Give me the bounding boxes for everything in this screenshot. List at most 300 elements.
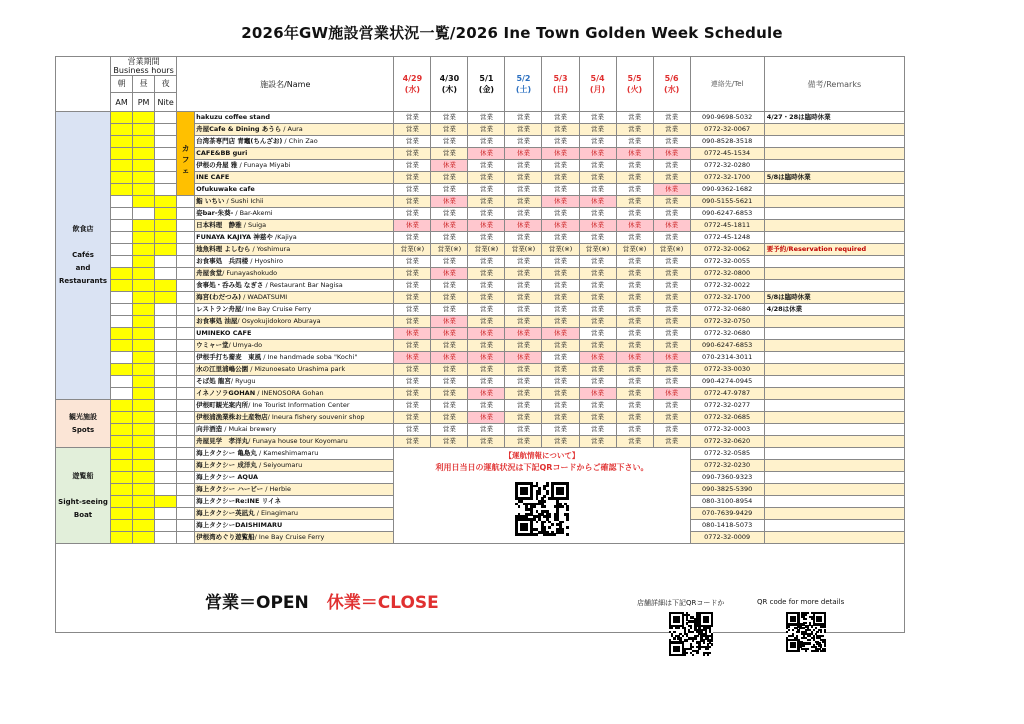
remarks-cell (764, 220, 904, 232)
tel-cell: 0772-32-0067 (690, 124, 764, 136)
status-cell: 営業 (468, 232, 505, 244)
status-cell: 休業 (579, 196, 616, 208)
status-cell: 営業 (542, 436, 579, 448)
status-cell: 営業 (431, 208, 468, 220)
pm-hours-cell (133, 520, 155, 532)
category-spots: 観光施設 Spots (56, 400, 111, 448)
am-hours-cell (111, 196, 133, 208)
nite-hours-cell (155, 124, 177, 136)
boat-status-qr-icon[interactable] (515, 482, 569, 536)
nite-hours-cell (155, 436, 177, 448)
tel-cell: 090-7360-9323 (690, 472, 764, 484)
status-cell: 営業 (468, 364, 505, 376)
pm-hours-cell (133, 352, 155, 364)
status-cell: 営業 (394, 208, 431, 220)
spacer-cell (177, 196, 195, 208)
tel-cell: 0772-33-0030 (690, 364, 764, 376)
am-hours-cell (111, 160, 133, 172)
am-hours-cell (111, 268, 133, 280)
facility-name: そば処 龍宮/ Ryugu (195, 376, 394, 388)
pm-hours-cell (133, 136, 155, 148)
tel-cell: 0772-32-0230 (690, 460, 764, 472)
store-details-qr-icon[interactable] (669, 612, 713, 656)
status-cell: 営業 (653, 256, 690, 268)
pm-hours-cell (133, 232, 155, 244)
am-hours-cell (111, 508, 133, 520)
facility-name: 地魚料理 よしむら / Yoshimura (195, 244, 394, 256)
status-cell: 営業 (394, 412, 431, 424)
status-cell: 営業 (505, 196, 542, 208)
date-header-6: 5/5 (火) (616, 57, 653, 112)
status-cell: 休業 (468, 220, 505, 232)
name-header: 施設名/Name (177, 57, 394, 112)
status-cell: 休業 (431, 268, 468, 280)
status-cell: 営業 (505, 268, 542, 280)
status-cell: 営業 (505, 112, 542, 124)
status-cell: 営業 (542, 280, 579, 292)
tel-header: 連絡先/Tel (690, 57, 764, 112)
facility-name: 海上タクシー AQUA (195, 472, 394, 484)
remarks-cell (764, 376, 904, 388)
status-cell: 営業 (579, 208, 616, 220)
nite-hours-cell (155, 532, 177, 544)
nite-hours-cell (155, 292, 177, 304)
nite-hours-cell (155, 244, 177, 256)
status-cell: 営業 (616, 208, 653, 220)
am-hours-cell (111, 304, 133, 316)
status-cell: 営業 (468, 124, 505, 136)
spacer-cell (177, 364, 195, 376)
status-cell: 営業 (394, 340, 431, 352)
facility-name: 海上タクシーDAISHIMARU (195, 520, 394, 532)
status-cell: 営業(※) (616, 244, 653, 256)
pm-header-jp: 昼 (133, 76, 155, 93)
facility-row (56, 268, 905, 280)
status-cell: 休業 (542, 196, 579, 208)
remarks-cell (764, 460, 904, 472)
business-hours-header: 営業期間 Business hours (111, 57, 177, 76)
am-hours-cell (111, 412, 133, 424)
status-cell: 営業 (394, 160, 431, 172)
tel-cell: 0772-32-0009 (690, 532, 764, 544)
status-cell: 営業 (579, 364, 616, 376)
status-cell: 営業 (468, 172, 505, 184)
status-cell: 営業 (394, 400, 431, 412)
status-cell: 営業 (616, 316, 653, 328)
remarks-cell: 5/8は臨時休業 (764, 292, 904, 304)
status-cell: 営業 (542, 376, 579, 388)
remarks-cell (764, 208, 904, 220)
pm-hours-cell (133, 160, 155, 172)
spacer-cell (177, 316, 195, 328)
status-cell: 営業 (653, 328, 690, 340)
remarks-cell (764, 508, 904, 520)
status-cell: 営業 (579, 376, 616, 388)
status-cell: 休業 (431, 352, 468, 364)
tel-cell: 0772-32-0022 (690, 280, 764, 292)
status-cell: 営業 (579, 400, 616, 412)
status-cell: 休業 (579, 220, 616, 232)
status-cell: 休業 (653, 184, 690, 196)
tel-cell: 090-3825-5390 (690, 484, 764, 496)
status-cell: 営業 (579, 412, 616, 424)
remarks-cell (764, 196, 904, 208)
tel-cell: 090-9698-5032 (690, 112, 764, 124)
status-cell: 休業 (505, 328, 542, 340)
pm-hours-cell (133, 304, 155, 316)
facility-row (56, 196, 905, 208)
tel-cell: 090-9362-1682 (690, 184, 764, 196)
spacer-cell (177, 448, 195, 460)
status-cell: 営業 (394, 112, 431, 124)
nite-hours-cell (155, 160, 177, 172)
remarks-cell: 5/8は臨時休業 (764, 172, 904, 184)
spacer-cell (177, 436, 195, 448)
status-cell: 営業 (468, 304, 505, 316)
status-cell: 営業 (542, 268, 579, 280)
status-cell: 営業 (431, 364, 468, 376)
status-cell: 営業 (616, 400, 653, 412)
facility-name: 水の江里浦嶋公園 / Mizunoesato Urashima park (195, 364, 394, 376)
category-boats: 遊覧船 Sight-seeing Boat (56, 448, 111, 544)
am-hours-cell (111, 232, 133, 244)
status-cell: 営業 (653, 280, 690, 292)
pm-hours-cell (133, 460, 155, 472)
status-cell: 営業 (505, 436, 542, 448)
facility-name: 伊根の舟屋 雅 / Funaya Miyabi (195, 160, 394, 172)
pm-hours-cell (133, 340, 155, 352)
nite-hours-cell (155, 136, 177, 148)
category-restaurants: 飲食店 Cafés and Restaurants (56, 112, 111, 400)
status-cell: 営業 (616, 112, 653, 124)
status-cell: 営業 (542, 160, 579, 172)
status-cell: 営業 (394, 172, 431, 184)
am-hours-cell (111, 220, 133, 232)
nite-hours-cell (155, 424, 177, 436)
status-cell: 休業 (616, 148, 653, 160)
pm-hours-cell (133, 172, 155, 184)
status-cell: 営業 (653, 316, 690, 328)
status-cell: 営業 (542, 256, 579, 268)
pm-hours-cell (133, 256, 155, 268)
status-cell: 営業 (505, 412, 542, 424)
facility-name: 伊根湾めぐり遊覧船/ Ine Bay Cruise Ferry (195, 532, 394, 544)
status-cell: 営業 (653, 112, 690, 124)
status-cell: 営業 (542, 388, 579, 400)
spacer-cell (177, 424, 195, 436)
remarks-cell (764, 400, 904, 412)
more-details-qr-icon[interactable] (786, 612, 826, 652)
status-cell: 営業 (579, 184, 616, 196)
facility-row (56, 376, 905, 388)
status-cell: 営業 (431, 136, 468, 148)
facility-row (56, 352, 905, 364)
am-hours-cell (111, 256, 133, 268)
status-cell: 営業(※) (431, 244, 468, 256)
nite-hours-cell (155, 208, 177, 220)
status-cell: 営業 (616, 388, 653, 400)
am-hours-cell (111, 364, 133, 376)
status-cell: 営業 (653, 232, 690, 244)
facility-name: レストラン舟屋/ Ine Bay Cruise Ferry (195, 304, 394, 316)
am-hours-cell (111, 244, 133, 256)
status-cell: 営業 (394, 364, 431, 376)
spacer-cell (177, 256, 195, 268)
status-cell: 営業 (653, 424, 690, 436)
pm-hours-cell (133, 184, 155, 196)
remarks-cell (764, 340, 904, 352)
pm-hours-cell (133, 376, 155, 388)
status-cell: 営業 (505, 136, 542, 148)
facility-name: 食事処・呑み処 なぎさ / Restaurant Bar Nagisa (195, 280, 394, 292)
spacer-cell (177, 244, 195, 256)
status-cell: 営業 (616, 232, 653, 244)
status-cell: 営業 (542, 316, 579, 328)
status-cell: 休業 (468, 388, 505, 400)
status-cell: 営業 (431, 148, 468, 160)
remarks-cell (764, 184, 904, 196)
facility-row (56, 424, 905, 436)
schedule-table (55, 56, 905, 633)
nite-header-en: Nite (155, 93, 177, 112)
am-hours-cell (111, 124, 133, 136)
status-cell: 営業 (579, 172, 616, 184)
status-cell: 営業 (616, 256, 653, 268)
status-cell: 休業 (616, 220, 653, 232)
spacer-cell (177, 532, 195, 544)
status-cell: 営業(※) (468, 244, 505, 256)
status-cell: 営業 (431, 400, 468, 412)
spacer-cell (177, 520, 195, 532)
status-cell: 営業 (579, 160, 616, 172)
status-cell: 営業 (542, 304, 579, 316)
nite-hours-cell (155, 388, 177, 400)
tel-cell: 0772-32-0680 (690, 328, 764, 340)
nite-hours-cell (155, 304, 177, 316)
nite-hours-cell (155, 148, 177, 160)
am-hours-cell (111, 388, 133, 400)
spacer-cell (177, 220, 195, 232)
am-hours-cell (111, 316, 133, 328)
status-cell: 営業 (468, 184, 505, 196)
am-hours-cell (111, 112, 133, 124)
spacer-cell (177, 304, 195, 316)
facility-row (56, 328, 905, 340)
nite-hours-cell (155, 112, 177, 124)
tel-cell: 0772-32-0062 (690, 244, 764, 256)
facility-row (56, 340, 905, 352)
status-cell: 営業 (653, 268, 690, 280)
status-cell: 営業 (653, 292, 690, 304)
status-cell: 営業 (579, 268, 616, 280)
tel-cell: 0772-32-1700 (690, 292, 764, 304)
tel-cell: 080-3100-8954 (690, 496, 764, 508)
nite-hours-cell (155, 340, 177, 352)
am-hours-cell (111, 148, 133, 160)
page-title: 2026年GW施設営業状況一覧/2026 Ine Town Golden Week Schedule (241, 24, 783, 42)
status-cell: 営業 (505, 124, 542, 136)
corner-cell (56, 57, 111, 112)
status-cell: 営業 (505, 388, 542, 400)
pm-hours-cell (133, 472, 155, 484)
status-cell: 営業 (468, 340, 505, 352)
remarks-cell (764, 436, 904, 448)
status-cell: 営業 (505, 160, 542, 172)
am-hours-cell (111, 184, 133, 196)
status-cell: 営業 (505, 232, 542, 244)
status-cell: 営業 (579, 424, 616, 436)
status-cell: 営業 (616, 436, 653, 448)
status-cell: 休業 (431, 328, 468, 340)
pm-hours-cell (133, 388, 155, 400)
status-cell: 営業 (616, 172, 653, 184)
facility-row (56, 280, 905, 292)
status-cell: 休業 (431, 196, 468, 208)
spacer-cell (177, 376, 195, 388)
status-cell: 営業 (394, 136, 431, 148)
status-cell: 営業 (542, 136, 579, 148)
facility-name: 海上タクシー 成洋丸 / Seiyoumaru (195, 460, 394, 472)
status-cell: 営業 (431, 292, 468, 304)
status-cell: 営業 (653, 436, 690, 448)
status-cell: 休業 (542, 220, 579, 232)
status-cell: 営業 (468, 160, 505, 172)
status-cell: 営業 (579, 316, 616, 328)
facility-name: 舟屋食堂/ Funayashokudo (195, 268, 394, 280)
status-cell: 休業 (394, 352, 431, 364)
status-cell: 営業 (579, 232, 616, 244)
status-cell: 営業 (616, 136, 653, 148)
status-cell: 休業 (616, 352, 653, 364)
status-cell: 営業 (653, 376, 690, 388)
status-cell: 営業 (468, 292, 505, 304)
store-details-note: 店舗詳細は下記QRコードか (637, 599, 725, 607)
tel-cell: 0772-32-0280 (690, 160, 764, 172)
pm-hours-cell (133, 424, 155, 436)
facility-row (56, 304, 905, 316)
spacer-cell (177, 484, 195, 496)
status-cell: 営業 (616, 268, 653, 280)
nite-hours-cell (155, 172, 177, 184)
status-cell: 休業 (542, 328, 579, 340)
status-cell: 営業 (542, 400, 579, 412)
am-hours-cell (111, 340, 133, 352)
status-cell: 営業 (468, 436, 505, 448)
remarks-cell (764, 136, 904, 148)
am-hours-cell (111, 280, 133, 292)
am-header-en: AM (111, 93, 133, 112)
status-cell: 営業 (394, 304, 431, 316)
status-cell: 営業 (505, 376, 542, 388)
remarks-cell (764, 256, 904, 268)
am-hours-cell (111, 436, 133, 448)
spacer-cell (177, 460, 195, 472)
status-cell: 営業 (394, 316, 431, 328)
pm-hours-cell (133, 448, 155, 460)
status-cell: 営業 (616, 328, 653, 340)
status-cell: 営業 (394, 292, 431, 304)
spacer-cell (177, 496, 195, 508)
status-cell: 営業 (431, 112, 468, 124)
status-cell: 営業 (431, 184, 468, 196)
tel-cell: 0772-32-1700 (690, 172, 764, 184)
legend-open: 営業＝OPEN (205, 593, 309, 613)
am-hours-cell (111, 460, 133, 472)
status-cell: 営業 (468, 112, 505, 124)
status-cell: 営業 (431, 304, 468, 316)
status-cell: 営業 (579, 136, 616, 148)
facility-name: お食事処 兵四楼 / Hyoshiro (195, 256, 394, 268)
facility-name: 海上タクシー ハービー / Herbie (195, 484, 394, 496)
remarks-cell (764, 352, 904, 364)
status-cell: 営業 (653, 364, 690, 376)
pm-hours-cell (133, 484, 155, 496)
status-cell: 営業 (468, 256, 505, 268)
footer-cell (56, 544, 905, 633)
facility-row (56, 436, 905, 448)
status-cell: 休業 (505, 220, 542, 232)
spacer-cell (177, 280, 195, 292)
status-cell: 営業 (505, 304, 542, 316)
pm-hours-cell (133, 400, 155, 412)
status-cell: 営業 (653, 136, 690, 148)
am-hours-cell (111, 328, 133, 340)
status-cell: 営業 (579, 292, 616, 304)
tel-cell: 0772-45-1811 (690, 220, 764, 232)
status-cell: 営業 (653, 208, 690, 220)
tel-cell: 0772-32-0055 (690, 256, 764, 268)
status-cell: 営業 (616, 364, 653, 376)
status-cell: 営業(※) (542, 244, 579, 256)
status-cell: 営業 (542, 412, 579, 424)
status-cell: 営業(※) (579, 244, 616, 256)
status-cell: 営業 (394, 388, 431, 400)
pm-hours-cell (133, 508, 155, 520)
status-cell: 営業 (542, 208, 579, 220)
status-cell: 営業 (579, 436, 616, 448)
nite-hours-cell (155, 508, 177, 520)
legend (205, 588, 439, 613)
remarks-cell (764, 160, 904, 172)
status-cell: 営業(※) (653, 244, 690, 256)
facility-name: 舟屋見学 孝洋丸/ Funaya house tour Koyomaru (195, 436, 394, 448)
status-cell: 営業 (505, 208, 542, 220)
status-cell: 営業 (505, 280, 542, 292)
status-cell: 休業 (468, 352, 505, 364)
spacer-cell (177, 388, 195, 400)
tel-cell: 0772-32-0680 (690, 304, 764, 316)
nite-hours-cell (155, 460, 177, 472)
nite-hours-cell (155, 184, 177, 196)
status-cell: 営業 (616, 304, 653, 316)
status-cell: 営業 (394, 124, 431, 136)
status-cell: 営業 (542, 340, 579, 352)
remarks-header: 備考/Remarks (764, 57, 904, 112)
date-header-2: 5/1 (金) (468, 57, 505, 112)
status-cell: 休業 (653, 220, 690, 232)
status-cell: 営業 (616, 280, 653, 292)
status-cell: 営業 (542, 124, 579, 136)
tel-cell: 0772-45-1248 (690, 232, 764, 244)
status-cell: 休業 (653, 352, 690, 364)
pm-hours-cell (133, 112, 155, 124)
remarks-cell (764, 532, 904, 544)
spacer-cell (177, 328, 195, 340)
pm-hours-cell (133, 436, 155, 448)
remarks-cell: 4/27・28は臨時休業 (764, 112, 904, 124)
remarks-cell (764, 328, 904, 340)
facility-name: CAFE&BB guri (195, 148, 394, 160)
